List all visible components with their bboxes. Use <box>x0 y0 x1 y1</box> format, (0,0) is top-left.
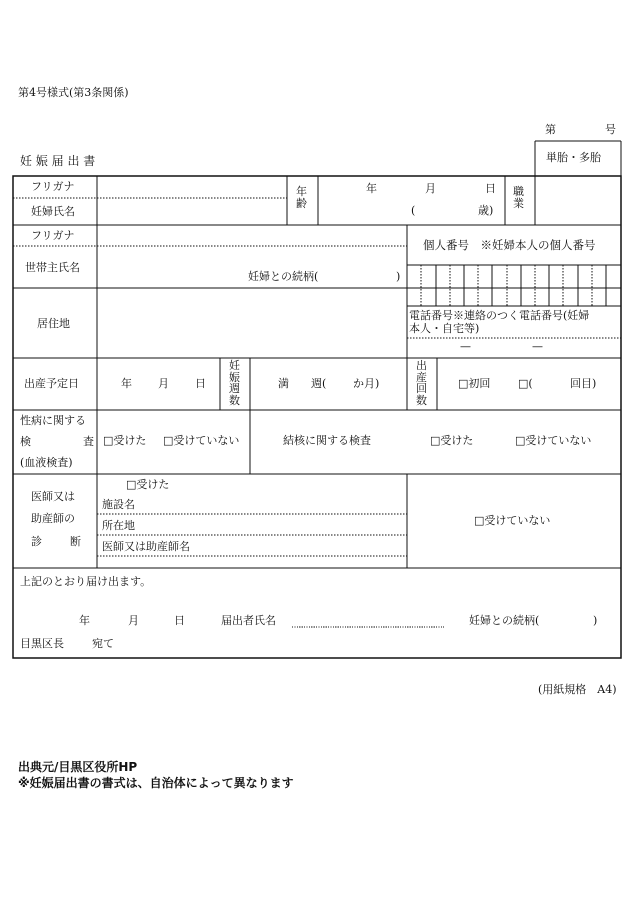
diagnosis-received-checkbox[interactable]: □受けた <box>126 478 170 491</box>
weeks-kagetsu: か月) <box>353 377 380 390</box>
std-test-label-a: 検 <box>20 435 31 448</box>
age-paren-open: ( <box>411 204 416 217</box>
serial-gou: 号 <box>605 123 616 136</box>
form-title: 妊 娠 届 出 書 <box>20 154 96 168</box>
submitter-relation-close: ) <box>593 614 598 627</box>
due-day: 日 <box>195 377 206 390</box>
phone-dash-2: — <box>532 340 543 353</box>
birth-year: 年 <box>366 182 377 195</box>
std-received-checkbox[interactable]: □受けた <box>103 434 147 447</box>
addressee-mayor: 目黒区長 <box>20 637 64 650</box>
due-year: 年 <box>121 377 132 390</box>
due-month: 月 <box>158 377 169 390</box>
address-field[interactable] <box>98 289 406 357</box>
submitter-name-label: 届出者氏名 <box>221 614 276 627</box>
age-label: 年 齢 <box>296 185 307 210</box>
pregnant-name-label: 妊婦氏名 <box>31 205 75 218</box>
addressee-ate: 宛て <box>92 637 114 650</box>
serial-dai: 第 <box>545 123 556 136</box>
diagnosis-label-line2: 助産師の <box>31 512 75 525</box>
household-head-label: 世帯主氏名 <box>25 261 80 274</box>
occupation-label: 職 業 <box>513 185 524 210</box>
source-line2: ※妊娠届出書の書式は、自治体によって異なります <box>18 776 294 790</box>
std-not-received-checkbox[interactable]: □受けていない <box>163 434 240 447</box>
first-birth-checkbox[interactable]: □初回 <box>458 377 491 390</box>
birth-count-label: 出 産 回 数 <box>416 359 427 407</box>
pregnancy-weeks-label: 妊 娠 週 数 <box>229 359 240 407</box>
std-test-label-line1: 性病に関する <box>20 414 86 427</box>
form-number: 第4号様式(第3条関係) <box>18 86 129 99</box>
source-line1: 出典元/目黒区役所HP <box>18 760 138 774</box>
submit-day: 日 <box>174 614 185 627</box>
submitter-name-field[interactable] <box>292 610 444 627</box>
weeks-shuu: 週( <box>311 377 327 390</box>
diagnosis-not-received-checkbox[interactable]: □受けていない <box>474 514 551 527</box>
pregnant-name-field[interactable] <box>98 177 286 224</box>
facility-name-label: 施設名 <box>102 498 135 511</box>
due-date-label: 出産予定日 <box>24 377 79 390</box>
birth-day: 日 <box>485 182 496 195</box>
tb-not-received-checkbox[interactable]: □受けていない <box>515 434 592 447</box>
phone-label-line2: 本人・自宅等) <box>409 322 480 335</box>
relation-label: 妊婦との続柄( <box>248 270 319 283</box>
phone-dash-1: — <box>460 340 471 353</box>
birth-month: 月 <box>425 182 436 195</box>
head-furigana-label: フリガナ <box>31 229 75 242</box>
submitter-relation-label: 妊婦との続柄( <box>469 614 540 627</box>
pregnancy-type[interactable]: 単胎・多胎 <box>546 151 601 164</box>
diagnosis-label-line1: 医師又は <box>31 490 75 503</box>
tb-test-label: 結核に関する検査 <box>283 434 371 447</box>
diagnosis-label-b: 断 <box>70 535 81 548</box>
age-sai: 歳) <box>478 204 494 217</box>
furigana-label: フリガナ <box>31 180 75 193</box>
doctor-name-label: 医師又は助産師名 <box>102 540 190 553</box>
tb-received-checkbox[interactable]: □受けた <box>430 434 474 447</box>
diagnosis-label-a: 診 <box>31 535 42 548</box>
paper-size-note: (用紙規格 A4) <box>538 683 617 696</box>
submit-year: 年 <box>79 614 90 627</box>
nth-birth-checkbox[interactable]: □( <box>518 377 533 390</box>
phone-label-line1: 電話番号※連絡のつく電話番号(妊婦 <box>409 309 590 322</box>
my-number-field[interactable] <box>408 266 620 305</box>
facility-location-label: 所在地 <box>102 519 135 532</box>
nth-birth-close: 回目) <box>570 377 597 390</box>
std-test-label-b: 査 <box>83 435 94 448</box>
std-test-label-line3: (血液検査) <box>20 456 73 469</box>
weeks-mitsuru: 満 <box>278 377 289 390</box>
address-label: 居住地 <box>37 317 70 330</box>
my-number-label: 個人番号 ※妊婦本人の個人番号 <box>423 238 596 252</box>
occupation-field[interactable] <box>536 177 620 224</box>
declaration-text: 上記のとおり届け出ます。 <box>20 575 152 588</box>
relation-close: ) <box>396 270 401 283</box>
submit-month: 月 <box>128 614 139 627</box>
